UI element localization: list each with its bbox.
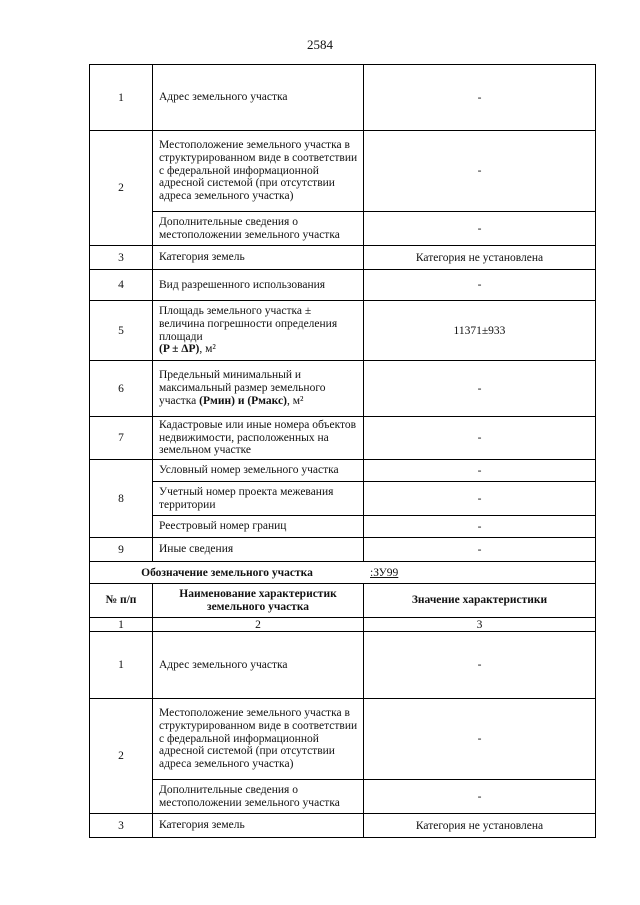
row-6-num: 6	[90, 361, 153, 417]
t2-row-1-label: Адрес земельного участка	[153, 632, 364, 699]
page-number: 2584	[307, 37, 333, 52]
t2-row-3-label: Категория земель	[153, 814, 364, 838]
t2-row-2-location-label: Местоположение земельного участка в структурированном виде в соответствии с федеральной информационной адресной системой (при отсутствии адреса земельного участка)	[153, 699, 364, 780]
row-5-label	[153, 301, 364, 361]
row-1-label: Адрес земельного участка	[153, 65, 364, 131]
row-9-value: -	[364, 538, 596, 562]
row-7-value: -	[364, 417, 596, 460]
row-4-num: 4	[90, 270, 153, 301]
parcel-designation-title: Обозначение земельного участка	[90, 562, 364, 584]
col-number-2: 2	[153, 618, 364, 632]
row-4-value: -	[364, 270, 596, 301]
header-value: Значение характеристики	[364, 584, 596, 618]
row-2-location-label: Местоположение земельного участка в структурированном виде в соответствии с федеральной информационной адресной системой (при отсутствии адреса земельного участка)	[153, 131, 364, 212]
row-5-label-unit: , м²	[199, 343, 216, 356]
header-num: № п/п	[90, 584, 153, 618]
row-8-project-label: Учетный номер проекта межевания территории	[153, 482, 364, 516]
row-8-conditional-value: -	[364, 460, 596, 482]
row-3-label: Категория земель	[153, 246, 364, 270]
row-6-label-unit: , м²	[286, 394, 304, 407]
row-5-label-text: Площадь земельного участка ± величина погрешности определения площади	[159, 304, 338, 343]
row-2-extra-label: Дополнительные сведения о местоположении земельного участка	[153, 212, 364, 246]
row-6-label	[153, 361, 364, 417]
row-2-extra-value: -	[364, 212, 596, 246]
row-7-num: 7	[90, 417, 153, 460]
row-1-num: 1	[90, 65, 153, 131]
row-9-num: 9	[90, 538, 153, 562]
col-number-3: 3	[364, 618, 596, 632]
t2-row-2-extra-label: Дополнительные сведения о местоположении земельного участка	[153, 780, 364, 814]
row-2-location-value: -	[364, 131, 596, 212]
parcel-designation-code: :ЗУ99	[364, 562, 596, 584]
row-5-num: 5	[90, 301, 153, 361]
row-3-value: Категория не установлена	[364, 246, 596, 270]
row-2-num: 2	[90, 131, 153, 246]
row-8-registry-label: Реестровый номер границ	[153, 516, 364, 538]
row-6-label-text: Предельный минимальный и максимальный размер земельного участка	[159, 369, 326, 407]
t2-row-2-num: 2	[90, 699, 153, 814]
col-number-1: 1	[90, 618, 153, 632]
row-5-value: 11371±933	[364, 301, 596, 361]
row-8-num: 8	[90, 460, 153, 538]
row-5-label-formula: (P ± ΔP)	[159, 343, 200, 356]
t2-row-2-location-value: -	[364, 699, 596, 780]
row-6-value: -	[364, 361, 596, 417]
row-4-label: Вид разрешенного использования	[153, 270, 364, 301]
row-9-label: Иные сведения	[153, 538, 364, 562]
row-6-label-formula: (Рмин) и (Рмакс)	[199, 394, 287, 407]
row-8-project-value: -	[364, 482, 596, 516]
row-1-value: -	[364, 65, 596, 131]
t2-row-2-extra-value: -	[364, 780, 596, 814]
row-3-num: 3	[90, 246, 153, 270]
parcel-characteristics-table	[89, 64, 596, 838]
header-name: Наименование характеристик земельного участка	[153, 584, 364, 618]
t2-row-1-num: 1	[90, 632, 153, 699]
row-8-registry-value: -	[364, 516, 596, 538]
t2-row-3-num: 3	[90, 814, 153, 838]
row-8-conditional-label: Условный номер земельного участка	[153, 460, 364, 482]
t2-row-3-value: Категория не установлена	[364, 814, 596, 838]
t2-row-1-value: -	[364, 632, 596, 699]
row-7-label: Кадастровые или иные номера объектов недвижимости, расположенных на земельном участке	[153, 417, 364, 460]
